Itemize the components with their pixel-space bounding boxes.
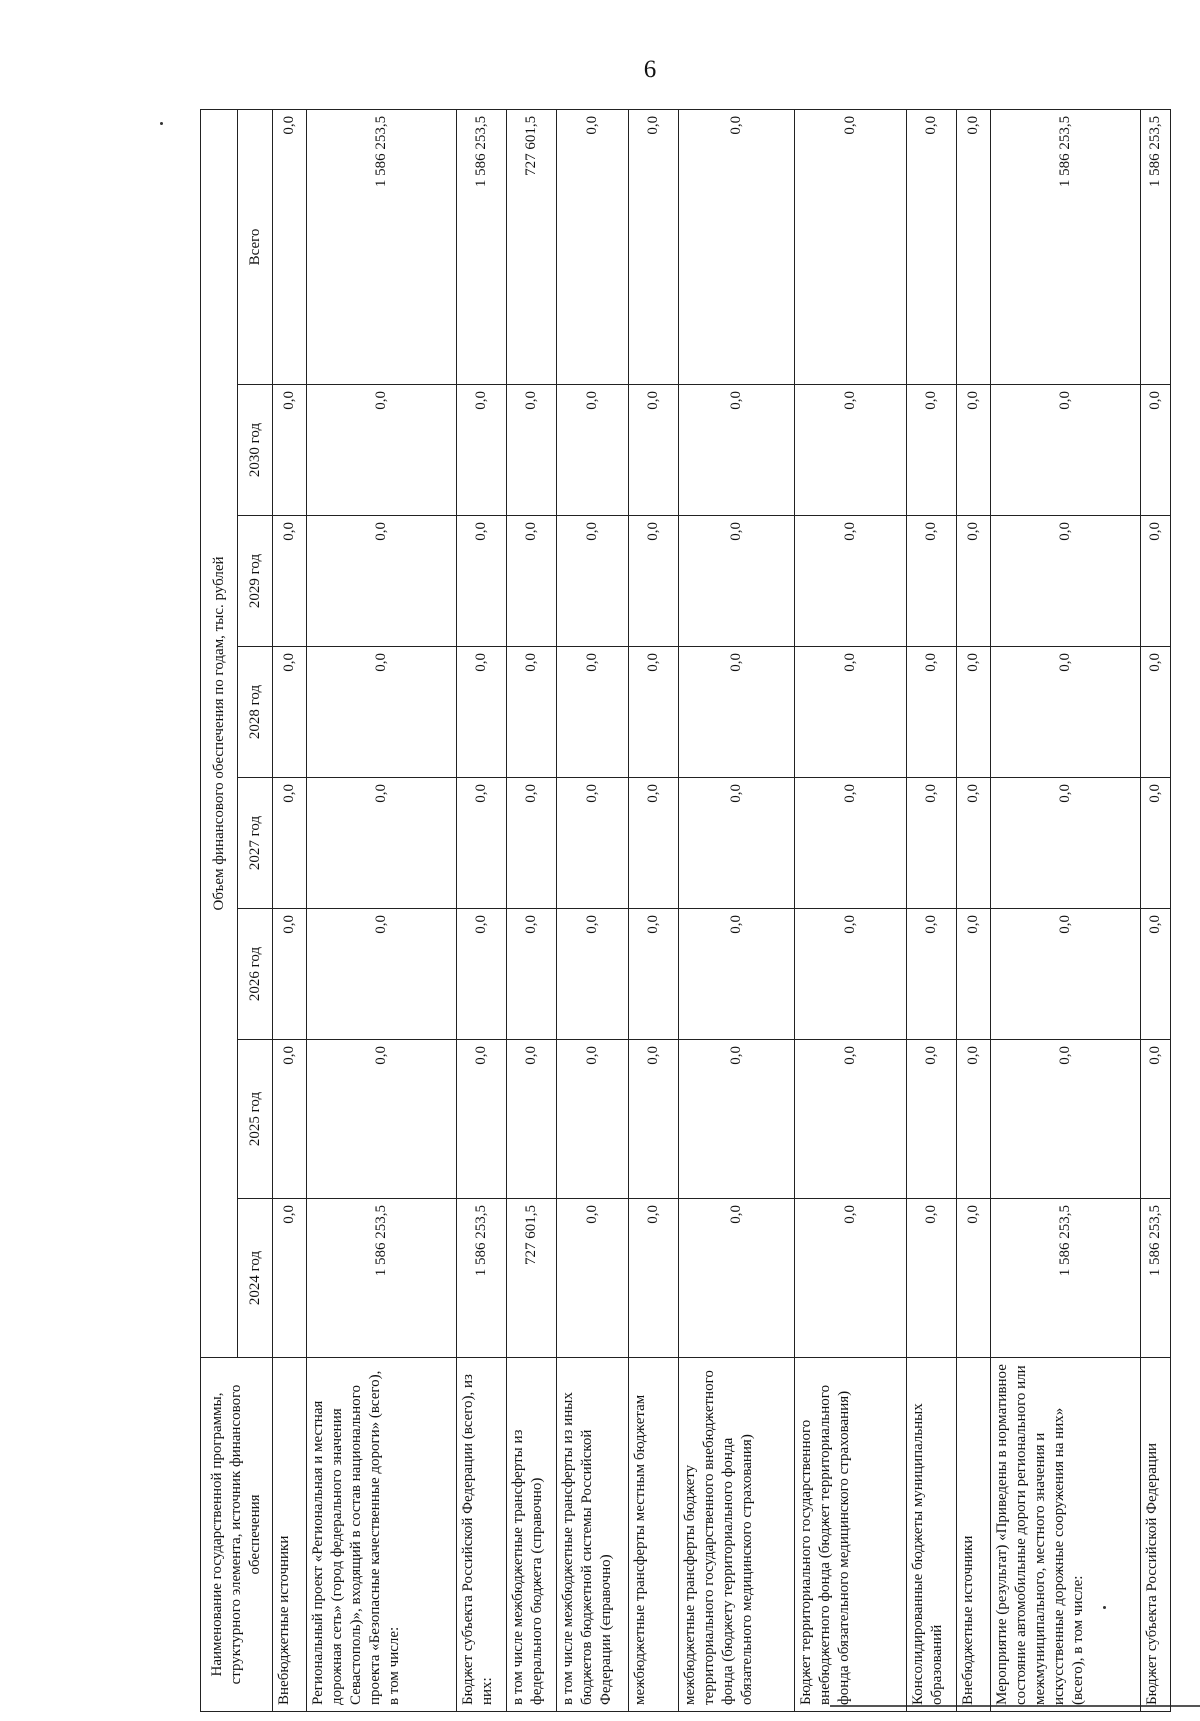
row-value-cell: 0,0 — [679, 385, 795, 516]
row-value-cell: 0,0 — [907, 516, 957, 647]
row-value-cell: 0,0 — [557, 909, 629, 1040]
row-value-cell: 0,0 — [273, 909, 307, 1040]
row-value-cell: 0,0 — [679, 1199, 795, 1358]
row-value-cell: 0,0 — [307, 385, 457, 516]
row-value-cell: 0,0 — [907, 909, 957, 1040]
year-header-2029: 2029 год — [238, 516, 273, 647]
row-value-cell: 0,0 — [991, 778, 1141, 909]
row-name-cell: Бюджет субъекта Российской Федерации (всего), из них: — [457, 1358, 507, 1712]
row-value-cell: 0,0 — [991, 647, 1141, 778]
row-value-cell: 0,0 — [991, 1040, 1141, 1199]
row-value-cell: 0,0 — [907, 778, 957, 909]
row-value-cell: 0,0 — [795, 385, 907, 516]
row-value-cell: 0,0 — [679, 1040, 795, 1199]
row-value-cell: 0,0 — [557, 516, 629, 647]
row-value-cell: 0,0 — [507, 385, 557, 516]
row-value-cell: 0,0 — [991, 516, 1141, 647]
row-value-cell: 0,0 — [795, 647, 907, 778]
row-value-cell: 0,0 — [507, 1040, 557, 1199]
row-total-cell: 1 586 253,5 — [307, 109, 457, 384]
row-value-cell: 0,0 — [307, 647, 457, 778]
row-value-cell: 0,0 — [1141, 778, 1171, 909]
row-total-cell: 1 586 253,5 — [457, 109, 507, 384]
row-name-cell: Бюджет субъекта Российской Федерации — [1141, 1358, 1171, 1712]
row-total-cell: 0,0 — [957, 109, 991, 384]
row-value-cell: 0,0 — [679, 647, 795, 778]
row-value-cell: 0,0 — [629, 1199, 679, 1358]
financing-table — [200, 109, 1171, 1712]
funding-span-header: Объем финансового обеспечения по годам, тыс. рублей — [201, 109, 238, 1357]
row-value-cell: 0,0 — [991, 385, 1141, 516]
row-value-cell: 0,0 — [557, 1199, 629, 1358]
table-row — [1141, 109, 1171, 1711]
row-value-cell: 0,0 — [629, 385, 679, 516]
table-body — [273, 109, 1171, 1711]
row-total-cell: 0,0 — [795, 109, 907, 384]
row-value-cell: 0,0 — [1141, 909, 1171, 1040]
table-row — [307, 109, 457, 1711]
row-value-cell: 0,0 — [957, 1040, 991, 1199]
table-row — [679, 109, 795, 1711]
table-row — [273, 109, 307, 1711]
row-value-cell: 0,0 — [273, 385, 307, 516]
table-row — [457, 109, 507, 1711]
row-total-cell: 0,0 — [907, 109, 957, 384]
row-value-cell: 0,0 — [629, 516, 679, 647]
row-value-cell: 0,0 — [679, 516, 795, 647]
page-number: 6 — [643, 56, 657, 83]
row-value-cell: 0,0 — [991, 909, 1141, 1040]
row-value-cell: 0,0 — [457, 1040, 507, 1199]
scan-speck — [160, 122, 163, 125]
table-row — [991, 109, 1141, 1711]
row-value-cell: 0,0 — [957, 909, 991, 1040]
row-value-cell: 0,0 — [507, 778, 557, 909]
row-total-cell: 727 601,5 — [507, 109, 557, 384]
row-value-cell: 0,0 — [795, 1199, 907, 1358]
row-total-cell: 1 586 253,5 — [991, 109, 1141, 384]
row-value-cell: 0,0 — [795, 1040, 907, 1199]
year-header-2030: 2030 год — [238, 385, 273, 516]
row-value-cell: 0,0 — [307, 778, 457, 909]
row-value-cell: 0,0 — [457, 778, 507, 909]
row-value-cell: 0,0 — [907, 647, 957, 778]
row-value-cell: 0,0 — [629, 647, 679, 778]
row-value-cell: 0,0 — [679, 778, 795, 909]
row-value-cell: 1 586 253,5 — [991, 1199, 1141, 1358]
row-name-cell: Региональный проект «Региональная и местная дорожная сеть» (город федерального значения Севастополь)», входящий в состав национального проекта «Безопасные качественные дороги» (всего), в том числе: — [307, 1358, 457, 1712]
row-value-cell: 0,0 — [1141, 1040, 1171, 1199]
row-value-cell: 0,0 — [557, 778, 629, 909]
row-name-cell: Бюджет территориального государственного внебюджетного фонда (бюджет территориального фонда обязательного медицинского страхования) — [795, 1358, 907, 1712]
row-value-cell: 0,0 — [307, 909, 457, 1040]
row-name-cell: Мероприятие (результат) «Приведены в нормативное состояние автомобильные дороги регионального или межмуниципального, местного значения и искусственные дорожные сооружения на них» (всего), в том числе: — [991, 1358, 1141, 1712]
row-name-cell: в том числе межбюджетные трансферты из иных бюджетов бюджетной системы Российской Федерации (справочно) — [557, 1358, 629, 1712]
row-value-cell: 0,0 — [679, 909, 795, 1040]
row-value-cell: 1 586 253,5 — [307, 1199, 457, 1358]
row-value-cell: 0,0 — [307, 1040, 457, 1199]
row-value-cell: 0,0 — [1141, 385, 1171, 516]
year-header-2024: 2024 год — [238, 1199, 273, 1358]
row-value-cell: 0,0 — [507, 516, 557, 647]
row-value-cell: 0,0 — [273, 1199, 307, 1358]
table-row — [795, 109, 907, 1711]
row-value-cell: 0,0 — [1141, 516, 1171, 647]
table-row — [507, 109, 557, 1711]
year-header-2025: 2025 год — [238, 1040, 273, 1199]
table-row — [557, 109, 629, 1711]
row-value-cell: 727 601,5 — [507, 1199, 557, 1358]
row-total-cell: 1 586 253,5 — [1141, 109, 1171, 384]
row-value-cell: 0,0 — [957, 647, 991, 778]
row-name-cell: Консолидированные бюджеты муниципальных образований — [907, 1358, 957, 1712]
row-total-cell: 0,0 — [629, 109, 679, 384]
row-value-cell: 0,0 — [795, 516, 907, 647]
table-row — [629, 109, 679, 1711]
row-value-cell: 0,0 — [273, 647, 307, 778]
row-value-cell: 1 586 253,5 — [457, 1199, 507, 1358]
name-column-header: Наименование государственной программы, структурного элемента, источник финансового обеспечения — [201, 1358, 273, 1712]
row-value-cell: 0,0 — [957, 778, 991, 909]
row-value-cell: 0,0 — [273, 516, 307, 647]
row-value-cell: 0,0 — [957, 1199, 991, 1358]
row-value-cell: 0,0 — [457, 647, 507, 778]
row-value-cell: 0,0 — [457, 909, 507, 1040]
row-total-cell: 0,0 — [557, 109, 629, 384]
row-value-cell: 0,0 — [507, 909, 557, 1040]
row-name-cell: Внебюджетные источники — [957, 1358, 991, 1712]
row-value-cell: 0,0 — [629, 1040, 679, 1199]
row-value-cell: 0,0 — [907, 1040, 957, 1199]
row-name-cell: межбюджетные трансферты бюджету территориального государственного внебюджетного фонда (бюджету территориального фонда обязательного медицинского страхования) — [679, 1358, 795, 1712]
row-name-cell: в том числе межбюджетные трансферты из федерального бюджета (справочно) — [507, 1358, 557, 1712]
year-header-2027: 2027 год — [238, 778, 273, 909]
row-value-cell: 0,0 — [795, 778, 907, 909]
year-header-2026: 2026 год — [238, 909, 273, 1040]
row-value-cell: 0,0 — [795, 909, 907, 1040]
row-value-cell: 0,0 — [273, 1040, 307, 1199]
row-name-cell: межбюджетные трансферты местным бюджетам — [629, 1358, 679, 1712]
row-value-cell: 0,0 — [457, 516, 507, 647]
row-name-cell: Внебюджетные источники — [273, 1358, 307, 1712]
row-value-cell: 0,0 — [957, 516, 991, 647]
row-total-cell: 0,0 — [679, 109, 795, 384]
table-row — [907, 109, 957, 1711]
table-row — [957, 109, 991, 1711]
total-header: Всего — [238, 109, 273, 384]
row-value-cell: 0,0 — [629, 909, 679, 1040]
row-value-cell: 1 586 253,5 — [1141, 1199, 1171, 1358]
row-value-cell: 0,0 — [907, 1199, 957, 1358]
row-value-cell: 0,0 — [273, 778, 307, 909]
row-value-cell: 0,0 — [557, 1040, 629, 1199]
row-value-cell: 0,0 — [957, 385, 991, 516]
row-value-cell: 0,0 — [457, 385, 507, 516]
year-header-2028: 2028 год — [238, 647, 273, 778]
row-value-cell: 0,0 — [629, 778, 679, 909]
row-value-cell: 0,0 — [907, 385, 957, 516]
row-total-cell: 0,0 — [273, 109, 307, 384]
row-value-cell: 0,0 — [557, 385, 629, 516]
rotated-table-container — [200, 110, 1163, 1712]
row-value-cell: 0,0 — [1141, 647, 1171, 778]
row-value-cell: 0,0 — [557, 647, 629, 778]
row-value-cell: 0,0 — [307, 516, 457, 647]
row-value-cell: 0,0 — [507, 647, 557, 778]
